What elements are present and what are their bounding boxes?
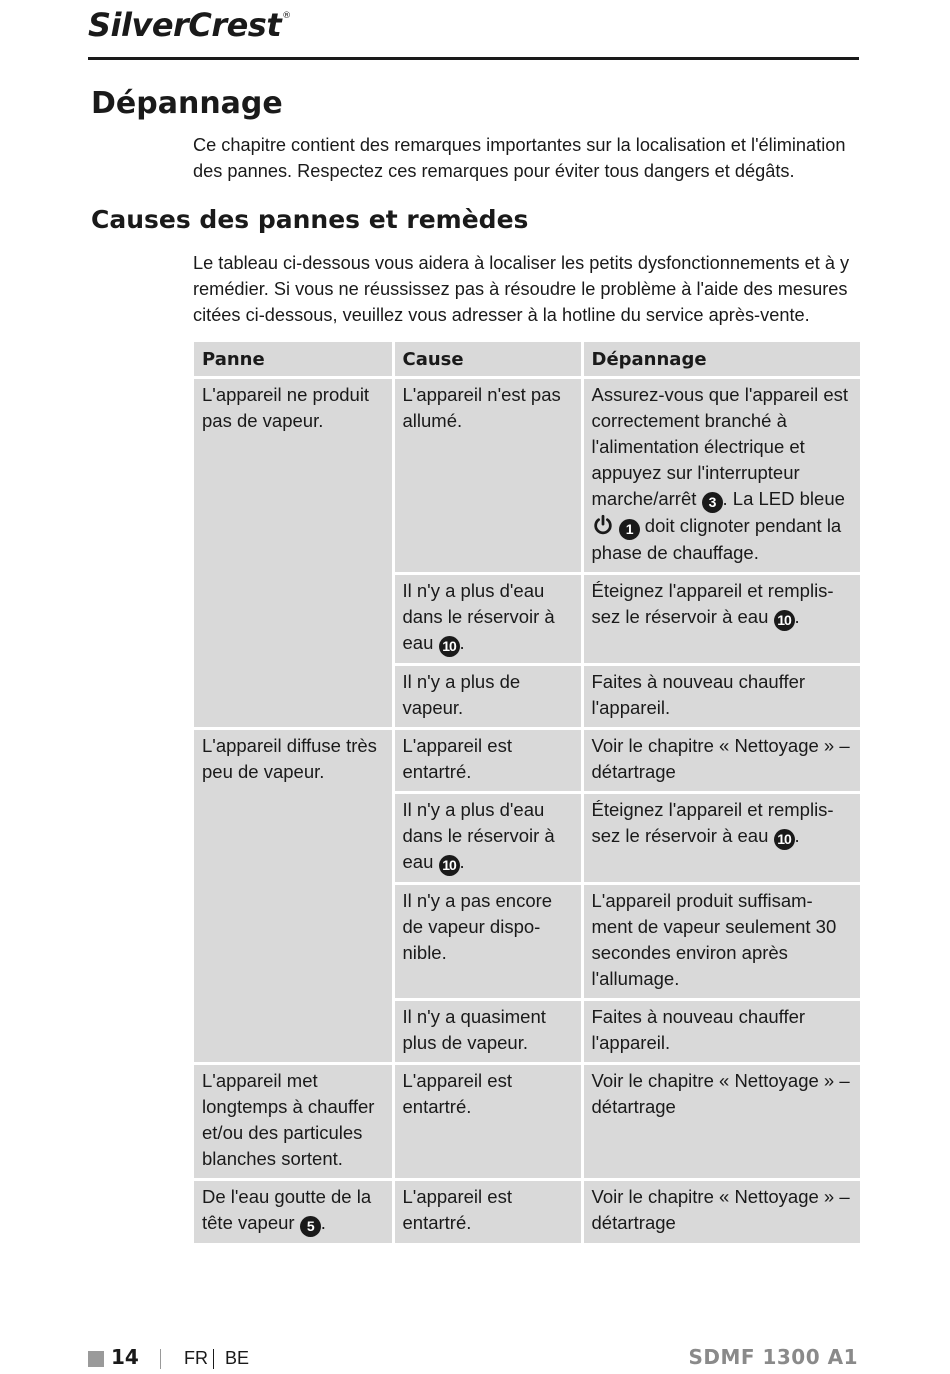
language-code: FR: [184, 1348, 208, 1368]
header-rule: [88, 57, 859, 60]
table-row: [194, 1064, 860, 1180]
callout-10-icon: 10: [774, 610, 795, 631]
callout-10-icon: 10: [439, 636, 460, 657]
remedy-cell: Voir le chapitre « Nettoyage » – détartrage: [582, 1180, 860, 1244]
table-row: [194, 378, 860, 574]
header-panne: Panne: [194, 342, 393, 378]
table-row: [194, 729, 860, 793]
brand-logo: SilverCrest®: [88, 6, 291, 44]
country-code: BE: [225, 1348, 250, 1368]
remedy-cell: Éteignez l'appareil et remplis-sez le réservoir à eau 10 .: [582, 793, 860, 884]
footer-divider: [160, 1349, 161, 1369]
footer-marker: [88, 1351, 104, 1367]
panne-cell: L'appareil diffuse très peu de vapeur.: [194, 729, 393, 1064]
section-title: Dépannage: [91, 86, 283, 121]
header-depannage: Dépannage: [582, 342, 860, 378]
header-cause: Cause: [393, 342, 582, 378]
remedy-cell: L'appareil produit suffisam-ment de vapeur seulement 30 secondes environ après l'allumage.: [582, 884, 860, 1000]
section-intro: Ce chapitre contient des remarques importantes sur la localisation et l'élimination des pannes. Respectez ces remarques pour éviter tous dangers et dégâts.: [193, 135, 846, 181]
page-number: 14: [111, 1345, 139, 1369]
remedy-cell: Assurez-vous que l'appareil est correctement branché à l'alimentation électrique et appuyez sur l'interrupteur marche/arrêt 3 . La LED bleue 1 doit clignoter pendant la phase de chauffage.: [582, 378, 860, 574]
remedy-cell: Faites à nouveau chauffer l'appareil.: [582, 665, 860, 729]
cause-cell: Il n'y a plus d'eau dans le réservoir à eau 10 .: [393, 793, 582, 884]
cause-cell: L'appareil est entartré.: [393, 729, 582, 793]
table-row: [194, 1180, 860, 1244]
troubleshooting-table: [194, 342, 860, 1243]
remedy-cell: Faites à nouveau chauffer l'appareil.: [582, 1000, 860, 1064]
cause-cell: Il n'y a plus de vapeur.: [393, 665, 582, 729]
panne-cell: L'appareil ne produit pas de vapeur.: [194, 378, 393, 729]
callout-5-icon: 5: [300, 1216, 321, 1237]
remedy-cell: Voir le chapitre « Nettoyage » – détartrage: [582, 729, 860, 793]
callout-10-icon: 10: [439, 855, 460, 876]
cause-cell: L'appareil est entartré.: [393, 1180, 582, 1244]
subsection-intro: Le tableau ci-dessous vous aidera à localiser les petits dysfonctionnements et à y remédier. Si vous ne réussissez pas à résoudre le problème à l'aide des mesures citées ci-dessous, veuillez vous adresser à la hotline du service après-vente.: [193, 253, 850, 325]
panne-cell: L'appareil met longtemps à chauffer et/ou des particules blanches sortent.: [194, 1064, 393, 1180]
cause-cell: Il n'y a plus d'eau dans le réservoir à eau 10 .: [393, 574, 582, 665]
cause-cell: L'appareil n'est pas allumé.: [393, 378, 582, 574]
callout-10-icon: 10: [774, 829, 795, 850]
remedy-cell: Éteignez l'appareil et remplis-sez le réservoir à eau 10 .: [582, 574, 860, 665]
model-number: SDMF 1300 A1: [688, 1345, 858, 1369]
cause-cell: L'appareil est entartré.: [393, 1064, 582, 1180]
subsection-title: Causes des pannes et remèdes: [91, 205, 529, 234]
panne-cell: De l'eau goutte de la tête vapeur 5 .: [194, 1180, 393, 1244]
cause-cell: Il n'y a quasiment plus de vapeur.: [393, 1000, 582, 1064]
callout-3-icon: 3: [702, 492, 723, 513]
footer-divider: [213, 1349, 214, 1369]
remedy-cell: Voir le chapitre « Nettoyage » – détartrage: [582, 1064, 860, 1180]
power-icon: [592, 514, 614, 536]
cause-cell: Il n'y a pas encore de vapeur dispo-nible.: [393, 884, 582, 1000]
table-header-row: [194, 342, 860, 378]
callout-1-icon: 1: [619, 519, 640, 540]
